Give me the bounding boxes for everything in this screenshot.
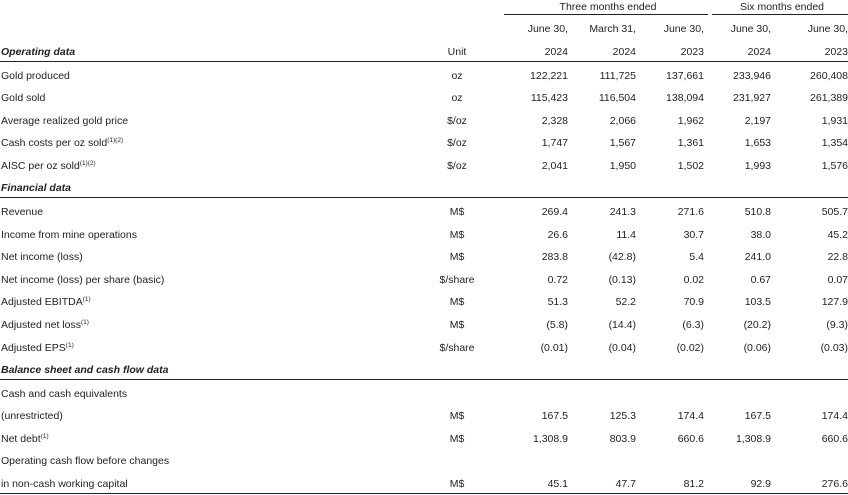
value-cell: 26.6 bbox=[547, 229, 568, 241]
section-title bbox=[1, 41, 75, 63]
value-cell: 231,927 bbox=[733, 92, 771, 104]
value-cell: 1,576 bbox=[821, 160, 848, 172]
value-cell: 241.3 bbox=[609, 206, 636, 218]
row-label-text: Financial data bbox=[1, 182, 72, 194]
value-cell: 52.2 bbox=[615, 296, 636, 308]
column-header-date: June 30, bbox=[730, 23, 771, 35]
row-label-text: Income from mine operations bbox=[1, 229, 137, 241]
row-label-text: Adjusted EPS bbox=[1, 342, 66, 354]
value-cell: 11.4 bbox=[616, 229, 636, 241]
value-cell: 122,221 bbox=[530, 70, 568, 82]
row-label-text: Gold sold bbox=[1, 92, 46, 104]
value-cell: 167.5 bbox=[541, 410, 568, 422]
value-cell: 276.6 bbox=[821, 478, 848, 490]
row-label-text: Operating data bbox=[1, 46, 76, 58]
value-cell: 116,504 bbox=[598, 92, 636, 104]
column-header-date: June 30, bbox=[663, 23, 704, 35]
row-label bbox=[1, 224, 137, 246]
value-cell: 1,361 bbox=[677, 137, 704, 149]
value-cell: (20.2) bbox=[743, 319, 771, 331]
value-cell: 505.7 bbox=[821, 206, 848, 218]
value-cell: 38.0 bbox=[750, 229, 771, 241]
table-row bbox=[0, 383, 848, 405]
table-row bbox=[0, 405, 848, 427]
value-cell: 660.6 bbox=[821, 433, 848, 445]
table-row bbox=[0, 65, 848, 87]
section-header-row bbox=[0, 359, 848, 381]
row-label bbox=[1, 291, 91, 313]
footnote-marker: (1)(2) bbox=[107, 137, 124, 144]
value-cell: 1,950 bbox=[609, 160, 636, 172]
value-cell: 803.9 bbox=[609, 433, 636, 445]
value-cell: 45.1 bbox=[547, 478, 568, 490]
value-cell: 2,041 bbox=[541, 160, 568, 172]
value-cell: 260,408 bbox=[810, 70, 848, 82]
value-cell: 510.8 bbox=[744, 206, 771, 218]
table-row bbox=[0, 110, 848, 132]
value-cell: 45.2 bbox=[827, 229, 848, 241]
table-row bbox=[0, 450, 848, 472]
table-row bbox=[0, 269, 848, 291]
row-label-text: Operating cash flow before changes bbox=[1, 455, 170, 467]
row-label-text: Net debt bbox=[1, 433, 41, 445]
footnote-marker: (1) bbox=[82, 296, 91, 303]
value-cell: 0.07 bbox=[827, 274, 848, 286]
group-underline-six-months bbox=[712, 14, 848, 15]
unit-cell: M$ bbox=[449, 206, 465, 218]
unit-cell: $/share bbox=[439, 342, 475, 354]
table-row bbox=[0, 428, 848, 450]
unit-cell: M$ bbox=[449, 433, 465, 445]
footnote-marker: (1) bbox=[80, 319, 89, 326]
table-row bbox=[0, 291, 848, 313]
section-rule bbox=[0, 379, 848, 380]
row-label-text: AISC per oz sold bbox=[1, 160, 80, 172]
table-row bbox=[0, 155, 848, 177]
value-cell: 47.7 bbox=[615, 478, 636, 490]
footnote-marker: (1) bbox=[40, 433, 49, 440]
value-cell: 103.5 bbox=[744, 296, 771, 308]
value-cell: 0.67 bbox=[750, 274, 771, 286]
section-rule bbox=[0, 61, 848, 62]
unit-cell: oz bbox=[451, 92, 463, 104]
value-cell: 660.6 bbox=[677, 433, 704, 445]
value-cell: (0.06) bbox=[743, 342, 771, 354]
value-cell: 1,502 bbox=[677, 160, 704, 172]
value-cell: 241.0 bbox=[744, 251, 771, 263]
column-header-year: 2024 bbox=[747, 46, 771, 58]
row-label-text: Revenue bbox=[1, 206, 44, 218]
section-header-row bbox=[0, 41, 848, 63]
value-cell: 174.4 bbox=[677, 410, 704, 422]
value-cell: 271.6 bbox=[677, 206, 704, 218]
column-header-year: 2023 bbox=[824, 46, 848, 58]
value-cell: 167.5 bbox=[744, 410, 771, 422]
row-label bbox=[1, 201, 43, 223]
value-cell: 0.02 bbox=[683, 274, 704, 286]
value-cell: 1,931 bbox=[821, 115, 848, 127]
unit-cell: $/oz bbox=[447, 160, 467, 172]
table-row bbox=[0, 246, 848, 268]
section-title bbox=[1, 359, 168, 381]
column-header-date: June 30, bbox=[807, 23, 848, 35]
column-header-year: 2024 bbox=[612, 46, 636, 58]
column-header-date: June 30, bbox=[527, 23, 568, 35]
value-cell: 1,962 bbox=[677, 115, 704, 127]
row-label bbox=[1, 87, 45, 109]
unit-cell: $/oz bbox=[447, 115, 467, 127]
row-label-text: Adjusted net loss bbox=[1, 319, 81, 331]
unit-cell: M$ bbox=[449, 478, 465, 490]
row-label-text: Cash and cash equivalents bbox=[1, 388, 128, 400]
value-cell: 1,747 bbox=[541, 137, 568, 149]
column-header-year: 2024 bbox=[544, 46, 568, 58]
value-cell: 261,389 bbox=[810, 92, 848, 104]
row-label-text: Adjusted EBITDA bbox=[1, 296, 83, 308]
table-bottom-rule bbox=[0, 493, 848, 494]
row-label-text: in non-cash working capital bbox=[1, 478, 128, 490]
table-row bbox=[0, 473, 848, 495]
value-cell: (0.04) bbox=[608, 342, 636, 354]
unit-cell: M$ bbox=[449, 296, 465, 308]
unit-cell: M$ bbox=[449, 319, 465, 331]
value-cell: 174.4 bbox=[821, 410, 848, 422]
unit-cell: M$ bbox=[449, 229, 465, 241]
row-label-text: Average realized gold price bbox=[1, 115, 129, 127]
footnote-marker: (1) bbox=[65, 342, 74, 349]
table-row bbox=[0, 132, 848, 154]
value-cell: 269.4 bbox=[541, 206, 568, 218]
value-cell: (0.03) bbox=[820, 342, 848, 354]
value-cell: 51.3 bbox=[547, 296, 568, 308]
row-label bbox=[1, 405, 63, 427]
row-label-text: Cash costs per oz sold bbox=[1, 137, 108, 149]
table-row bbox=[0, 224, 848, 246]
value-cell: 283.8 bbox=[541, 251, 568, 263]
table-row bbox=[0, 87, 848, 109]
value-cell: 1,567 bbox=[609, 137, 636, 149]
row-label bbox=[1, 269, 164, 291]
group-underline-three-months bbox=[504, 14, 708, 15]
row-label bbox=[1, 428, 49, 450]
table-row bbox=[0, 201, 848, 223]
value-cell: 127.9 bbox=[821, 296, 848, 308]
value-cell: 22.8 bbox=[827, 251, 848, 263]
group-header-three-months: Three months ended bbox=[559, 1, 657, 13]
value-cell: 81.2 bbox=[683, 478, 704, 490]
value-cell: 1,993 bbox=[744, 160, 771, 172]
value-cell: 233,946 bbox=[733, 70, 771, 82]
value-cell: 0.72 bbox=[547, 274, 568, 286]
row-label bbox=[1, 246, 83, 268]
value-cell: (9.3) bbox=[826, 319, 848, 331]
value-cell: 125.3 bbox=[609, 410, 636, 422]
value-cell: 1,354 bbox=[821, 137, 848, 149]
row-label bbox=[1, 473, 128, 495]
row-label bbox=[1, 110, 128, 132]
row-label-text: Balance sheet and cash flow data bbox=[1, 364, 169, 376]
column-header-date: March 31, bbox=[589, 23, 636, 35]
unit-cell: Unit bbox=[447, 46, 467, 58]
value-cell: 92.9 bbox=[750, 478, 771, 490]
section-rule bbox=[0, 197, 848, 198]
row-label bbox=[1, 383, 127, 405]
row-label-text: Gold produced bbox=[1, 70, 70, 82]
value-cell: 2,066 bbox=[609, 115, 636, 127]
table-row bbox=[0, 314, 848, 336]
value-cell: 30.7 bbox=[683, 229, 704, 241]
value-cell: 111,725 bbox=[599, 70, 636, 82]
value-cell: 1,308.9 bbox=[735, 433, 771, 445]
value-cell: (0.13) bbox=[608, 274, 636, 286]
value-cell: (14.4) bbox=[608, 319, 636, 331]
row-label-text: Net income (loss) bbox=[1, 251, 83, 263]
unit-cell: $/oz bbox=[447, 137, 467, 149]
value-cell: 70.9 bbox=[683, 296, 704, 308]
row-label bbox=[1, 450, 169, 472]
value-cell: (42.8) bbox=[608, 251, 636, 263]
unit-cell: $/share bbox=[439, 274, 475, 286]
unit-cell: M$ bbox=[449, 410, 465, 422]
unit-cell: oz bbox=[451, 70, 463, 82]
row-label bbox=[1, 337, 74, 359]
value-cell: 2,328 bbox=[541, 115, 568, 127]
row-label bbox=[1, 155, 96, 177]
group-header-six-months: Six months ended bbox=[739, 1, 825, 13]
footnote-marker: (1)(2) bbox=[79, 160, 96, 167]
row-label bbox=[1, 132, 123, 154]
value-cell: 137,661 bbox=[666, 70, 704, 82]
row-label bbox=[1, 314, 89, 336]
value-cell: 5.4 bbox=[689, 251, 704, 263]
value-cell: 1,308.9 bbox=[532, 433, 568, 445]
row-label bbox=[1, 65, 70, 87]
value-cell: 115,423 bbox=[530, 92, 568, 104]
value-cell: 1,653 bbox=[744, 137, 771, 149]
value-cell: (0.02) bbox=[676, 342, 704, 354]
value-cell: 2,197 bbox=[744, 115, 771, 127]
section-header-row bbox=[0, 177, 848, 199]
column-header-year: 2023 bbox=[680, 46, 704, 58]
value-cell: (0.01) bbox=[540, 342, 568, 354]
value-cell: 138,094 bbox=[666, 92, 704, 104]
value-cell: (5.8) bbox=[546, 319, 568, 331]
unit-cell: M$ bbox=[449, 251, 465, 263]
row-label-text: Net income (loss) per share (basic) bbox=[1, 274, 165, 286]
value-cell: (6.3) bbox=[682, 319, 704, 331]
table-row bbox=[0, 337, 848, 359]
section-title bbox=[1, 177, 71, 199]
row-label-text: (unrestricted) bbox=[1, 410, 63, 422]
